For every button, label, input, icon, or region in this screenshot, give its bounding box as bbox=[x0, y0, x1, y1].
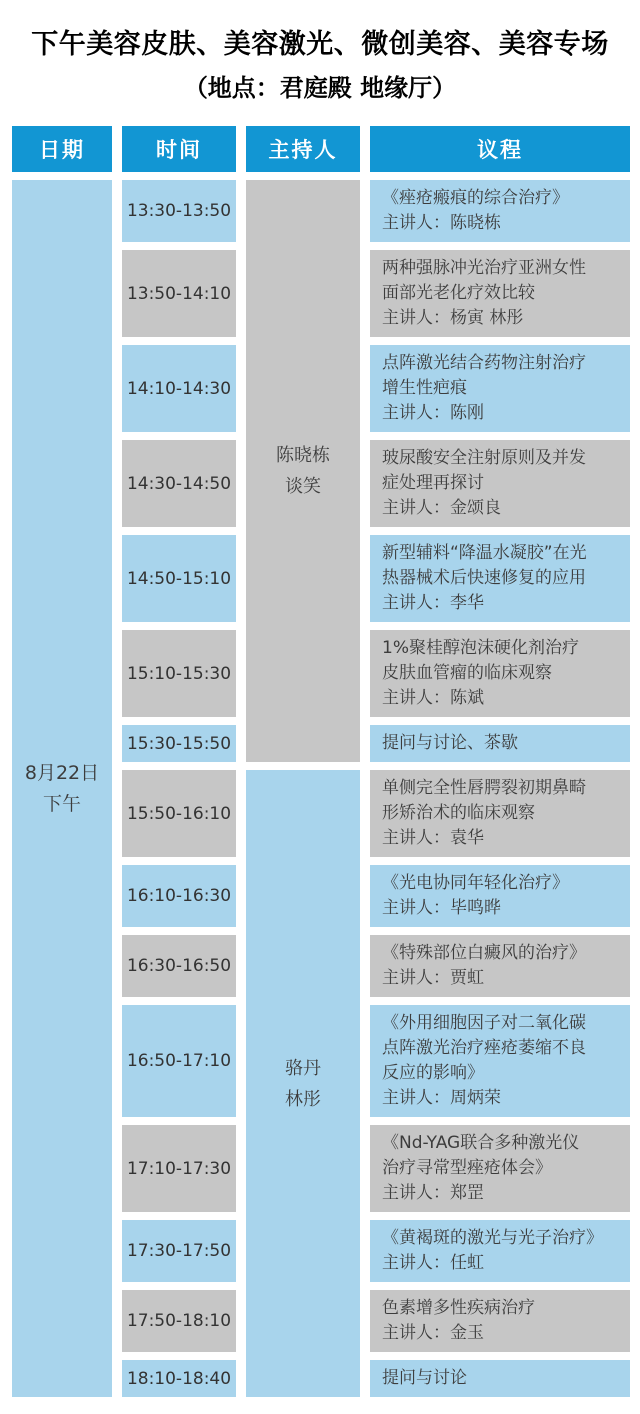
date-line: 下午 bbox=[42, 792, 81, 815]
agenda-title-line: 玻尿酸安全注射原则及并发 bbox=[382, 448, 586, 468]
time-cell: 17:10-17:30 bbox=[122, 1125, 236, 1212]
time-cell: 16:10-16:30 bbox=[122, 865, 236, 927]
time-cell: 17:50-18:10 bbox=[122, 1290, 236, 1352]
time-cell: 17:30-17:50 bbox=[122, 1220, 236, 1282]
time-cell: 14:30-14:50 bbox=[122, 440, 236, 527]
time-cell: 14:50-15:10 bbox=[122, 535, 236, 622]
agenda-cell bbox=[370, 1290, 630, 1352]
agenda-title-line: 治疗寻常型痤疮体会》 bbox=[382, 1158, 552, 1178]
agenda-speaker-line: 主讲人：陈斌 bbox=[382, 688, 484, 708]
agenda-title-line: 症处理再探讨 bbox=[382, 473, 484, 493]
header-cell-agenda: 议程 bbox=[370, 126, 630, 172]
agenda-cell bbox=[370, 535, 630, 622]
time-cell: 18:10-18:40 bbox=[122, 1360, 236, 1397]
time-cell: 15:10-15:30 bbox=[122, 630, 236, 717]
agenda-title-line: 皮肤血管瘤的临床观察 bbox=[382, 663, 552, 683]
agenda-speaker-line: 主讲人：金颂良 bbox=[382, 498, 501, 518]
agenda-title-line: 《光电协同年轻化治疗》 bbox=[382, 873, 569, 893]
header-cell-host: 主持人 bbox=[246, 126, 360, 172]
agenda-cell bbox=[370, 250, 630, 337]
agenda-title-line: 新型辅料“降温水凝胶”在光 bbox=[382, 543, 587, 563]
agenda-speaker-line: 主讲人：周炳荣 bbox=[382, 1088, 501, 1108]
agenda-title-line: 反应的影响》 bbox=[382, 1063, 484, 1083]
page-subtitle: （地点：君庭殿 地缘厅） bbox=[183, 74, 457, 102]
date-cell bbox=[12, 180, 112, 1397]
agenda-title-line: 《黄褐斑的激光与光子治疗》 bbox=[382, 1228, 603, 1248]
host-name: 林彤 bbox=[285, 1088, 321, 1110]
agenda-title-line: 1%聚桂醇泡沫硬化剂治疗 bbox=[382, 638, 579, 658]
agenda-title-line: 热器械术后快速修复的应用 bbox=[382, 568, 586, 588]
agenda-speaker-line: 主讲人：李华 bbox=[382, 593, 484, 613]
agenda-title-line: 色素增多性疾病治疗 bbox=[382, 1298, 535, 1318]
host-cell bbox=[246, 770, 360, 1397]
date-line: 8月22日 bbox=[24, 761, 100, 784]
agenda-cell bbox=[370, 180, 630, 242]
agenda-title-line: 提问与讨论 bbox=[382, 1368, 467, 1388]
agenda-cell bbox=[370, 440, 630, 527]
agenda-cell bbox=[370, 865, 630, 927]
agenda-cell bbox=[370, 770, 630, 857]
agenda-speaker-line: 主讲人：任虹 bbox=[382, 1253, 484, 1273]
agenda-title-line: 单侧完全性唇腭裂初期鼻畸 bbox=[382, 778, 586, 798]
agenda-speaker-line: 主讲人：陈刚 bbox=[382, 403, 484, 423]
header-cell-time: 时间 bbox=[122, 126, 236, 172]
host-name: 陈晓栋 bbox=[276, 445, 330, 466]
agenda-speaker-line: 主讲人：郑罡 bbox=[382, 1183, 484, 1203]
agenda-title-line: 点阵激光结合药物注射治疗 bbox=[382, 353, 586, 373]
agenda-title-line: 《Nd-YAG联合多种激光仪 bbox=[382, 1133, 580, 1153]
time-cell: 15:50-16:10 bbox=[122, 770, 236, 857]
agenda-speaker-line: 主讲人：袁华 bbox=[382, 828, 484, 848]
time-cell: 13:50-14:10 bbox=[122, 250, 236, 337]
agenda-speaker-line: 主讲人：毕鸣晔 bbox=[382, 898, 501, 918]
agenda-cell bbox=[370, 1220, 630, 1282]
host-name: 骆丹 bbox=[285, 1057, 321, 1079]
agenda-title-line: 增生性疤痕 bbox=[382, 378, 467, 398]
host-name: 谈笑 bbox=[285, 476, 321, 497]
time-cell: 16:50-17:10 bbox=[122, 1005, 236, 1117]
agenda-cell bbox=[370, 630, 630, 717]
agenda-title-line: 形矫治术的临床观察 bbox=[382, 803, 535, 823]
agenda-cell bbox=[370, 935, 630, 997]
page-title: 下午美容皮肤、美容激光、微创美容、美容专场 bbox=[31, 29, 609, 60]
agenda-speaker-line: 主讲人：贾虹 bbox=[382, 968, 484, 988]
agenda-title-line: 面部光老化疗效比较 bbox=[382, 283, 535, 303]
time-cell: 16:30-16:50 bbox=[122, 935, 236, 997]
host-cell bbox=[246, 180, 360, 762]
agenda-title-line: 《外用细胞因子对二氧化碳 bbox=[382, 1013, 586, 1033]
time-cell: 15:30-15:50 bbox=[122, 725, 236, 762]
agenda-cell bbox=[370, 1360, 630, 1397]
agenda-speaker-line: 主讲人：金玉 bbox=[382, 1323, 484, 1343]
agenda-title-line: 提问与讨论、茶歇 bbox=[382, 733, 518, 753]
agenda-cell bbox=[370, 725, 630, 762]
time-cell: 14:10-14:30 bbox=[122, 345, 236, 432]
agenda-title-line: 《痤疮瘢痕的综合治疗》 bbox=[382, 188, 569, 208]
agenda-speaker-line: 主讲人：陈晓栋 bbox=[382, 213, 501, 233]
agenda-speaker-line: 主讲人：杨寅 林彤 bbox=[382, 308, 524, 328]
time-cell: 13:30-13:50 bbox=[122, 180, 236, 242]
agenda-cell bbox=[370, 1125, 630, 1212]
agenda-title-line: 《特殊部位白癜风的治疗》 bbox=[382, 943, 586, 963]
header-cell-date: 日期 bbox=[12, 126, 112, 172]
agenda-title-line: 点阵激光治疗痤疮萎缩不良 bbox=[382, 1038, 586, 1058]
agenda-cell bbox=[370, 1005, 630, 1117]
agenda-cell bbox=[370, 345, 630, 432]
schedule-table bbox=[0, 126, 640, 1397]
agenda-title-line: 两种强脉冲光治疗亚洲女性 bbox=[382, 258, 586, 278]
